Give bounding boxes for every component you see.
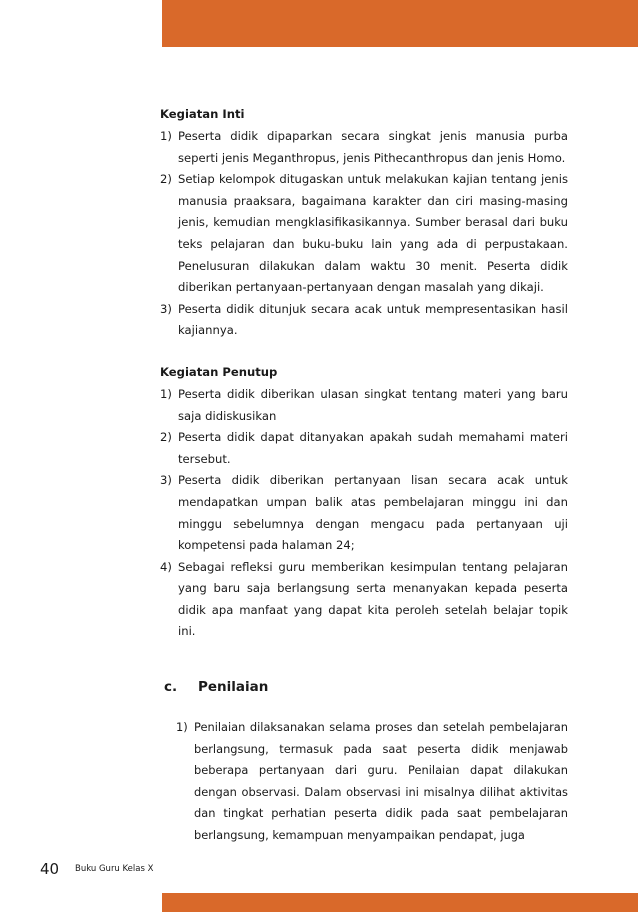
section-title: Penilaian [198,679,269,695]
main-content [160,104,568,643]
list-item [160,169,568,299]
kegiatan-inti-heading: Kegiatan Inti [160,107,245,121]
kegiatan-penutup-heading: Kegiatan Penutup [160,364,278,379]
list-number: 1) [176,720,188,734]
list-text: Sebagai refleksi guru memberikan kesimpulan tentang pelajaran yang baru saja berlangsung serta menanyakan kepada peserta didik apa manfaat yang dapat kita peroleh setelah belajar topik ini. [178,559,568,639]
list-item [160,470,568,556]
section-letter: c. [164,679,178,695]
penilaian-content [176,717,568,847]
list-text: Peserta didik dapat ditanyakan apakah sudah memahami materi tersebut. [178,430,568,466]
page-number: 40 [40,860,60,878]
list-number: 2) [160,172,172,187]
footer-accent-bar [162,893,638,912]
list-item [160,427,568,470]
list-text: Peserta didik diberikan pertanyaan lisan secara acak untuk mendapatkan umpan balik atas pembelajaran minggu ini dan minggu sebelumnya dengan mengacu pada pertanyaan uji kompetensi pada halaman 24; [178,473,568,553]
list-item [160,557,568,643]
list-number: 2) [160,430,172,445]
list-item [160,299,568,342]
list-item [160,384,568,427]
book-title: Buku Guru Kelas X [75,864,154,874]
list-text: Peserta didik dipaparkan secara singkat jenis manusia purba seperti jenis Meganthropus, jenis Pithecanthropus dan jenis Homo. [178,129,568,165]
list-number: 3) [160,473,172,488]
list-item [176,717,568,847]
list-number: 1) [160,129,172,143]
list-text: Penilaian dilaksanakan selama proses dan setelah pembelajaran berlangsung, termasuk pada saat peserta didik menjawab beberapa pertanyaan dari guru. Penilaian dapat dilakukan dengan observasi. Dalam observasi ini misalnya dilihat aktivitas dan tingkat perhatian peserta didik pada saat pembelajaran berlangsung, kemampuan menyampaikan pendapat, juga [194,720,568,842]
list-number: 1) [160,386,172,401]
list-text: Peserta didik ditunjuk secara acak untuk mempresentasikan hasil kajiannya. [178,301,568,338]
list-number: 4) [160,559,172,574]
penilaian-heading [164,676,268,698]
list-number: 3) [160,301,172,316]
kegiatan-penutup-list [160,384,568,643]
list-text: Peserta didik diberikan ulasan singkat tentang materi yang baru saja didiskusikan [178,386,568,423]
penilaian-list [176,717,568,847]
list-text: Setiap kelompok ditugaskan untuk melakukan kajian tentang jenis manusia praaksara, bagaimana karakter dan ciri masing-masing jenis, kemudian mengklasifikasikannya. Sumber berasal dari buku teks pelajaran dan buku-buku lain yang ada di perpustakaan. Penelusuran dilakukan dalam waktu 30 menit. Peserta didik diberikan pertanyaan-pertanyaan dengan masalah yang dikaji. [178,172,568,295]
section-gap [160,342,568,362]
kegiatan-inti-list [160,126,568,342]
list-item [160,126,568,169]
header-accent-bar [162,0,638,47]
